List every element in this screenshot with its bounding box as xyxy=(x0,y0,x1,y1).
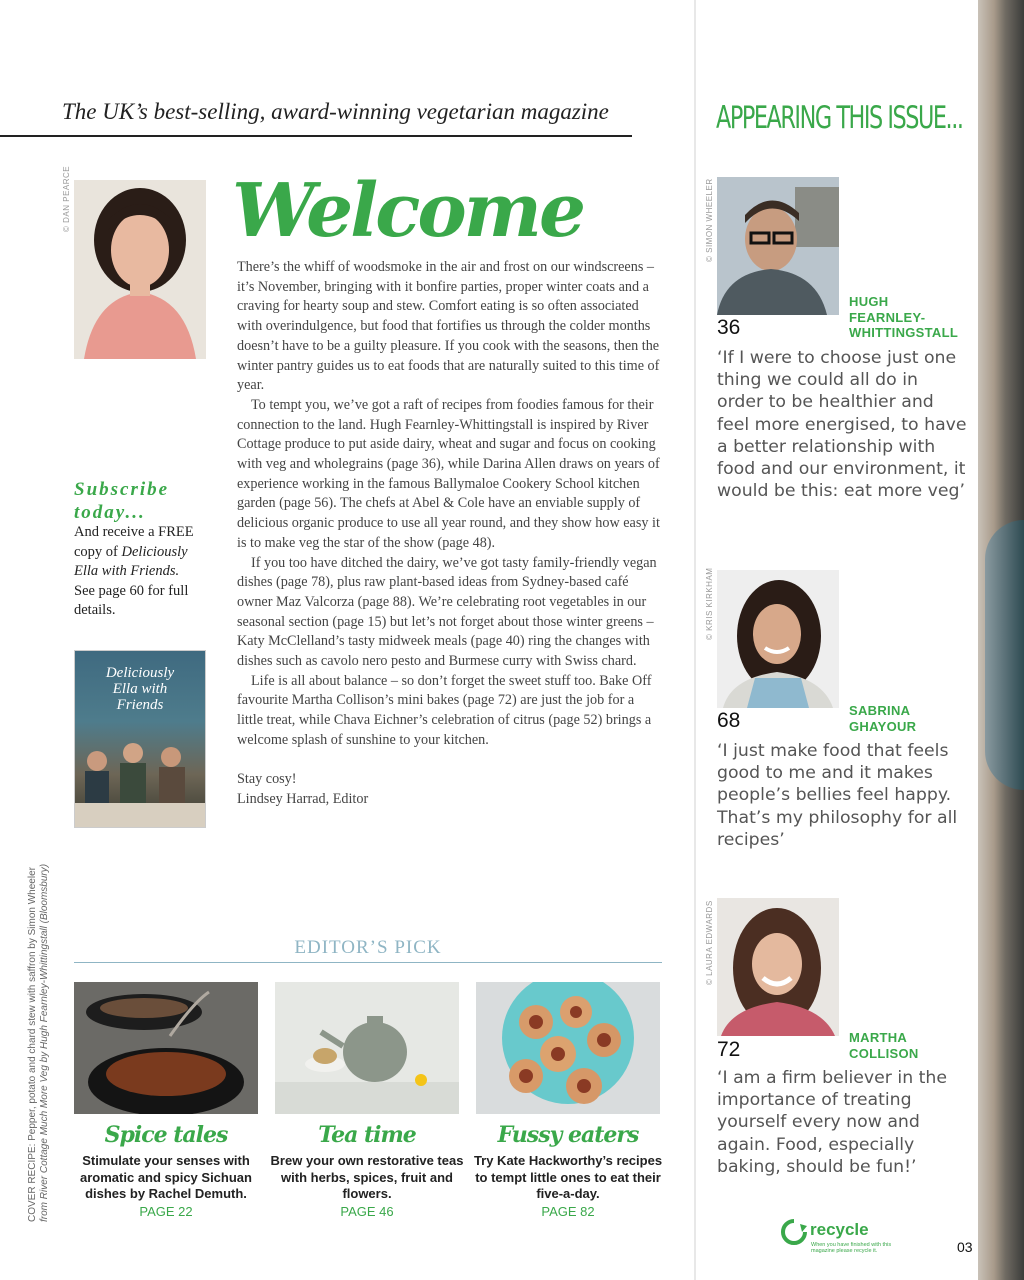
cover-recipe-credit xyxy=(27,802,51,1222)
pick-desc-tea-time: Brew your own restorative teas with herbs, spices, fruit and flowers. xyxy=(270,1153,464,1201)
spice-tales-image[interactable] xyxy=(74,982,258,1114)
pick-desc-spice-tales: Stimulate your senses with aromatic and spicy Sichuan dishes by Rachel Demuth. xyxy=(80,1153,252,1201)
cover-credit-line: from River Cottage Much More Veg by Hugh Fearnley-Whittingstall (Bloomsbury) xyxy=(39,863,50,1222)
contributor-name-line: FEARNLEY- xyxy=(849,309,926,325)
contributor-page-number[interactable]: 36 xyxy=(717,316,741,339)
fussy-eaters-image[interactable] xyxy=(476,982,660,1114)
contributor-page-number[interactable]: 72 xyxy=(717,1038,741,1061)
editorial-paragraph: Life is all about balance – so don’t forget the sweet stuff too. Bake Off favourite Martha Collison’s mini bakes (page 72) are just the job for a little treat, while Chava Eichner’s celebration of citrus (page 52) brings a welcome splash of sunshine to your kitchen. xyxy=(237,672,652,748)
contributor-name-line: MARTHA xyxy=(849,1030,908,1045)
editor-photo-credit: © DAN PEARCE xyxy=(62,165,71,232)
contributor-name-line: GHAYOUR xyxy=(849,718,917,734)
editorial-paragraph: If you too have ditched the dairy, we’ve got tasty family-friendly vegan dishes (page 78), plus raw plant-based ideas from Sydney-based café owner Maz Valcorza (page 88). We’re celebrating root vegetables in our seasonal section (page 15) but let’s not forget about those winter greens – Katy McClelland’s tasty midweek meals (page 40) ring the changes with dishes such as cavolo nero pesto and Burmese curry with Swiss chard. xyxy=(237,554,657,670)
appearing-heading: APPEARING THIS ISSUE... xyxy=(716,100,963,136)
subscribe-line: And receive a FREE copy of xyxy=(74,524,194,560)
contributor-quote-hugh: ‘If I were to choose just one thing we could all do in order to be healthier and feel more energised, to have a better relationship with food and our environment, it would be this: eat more veg’ xyxy=(717,348,967,502)
subscribe-text xyxy=(74,523,194,621)
recycle-note: When you have finished with this magazine please recycle it. xyxy=(811,1242,892,1254)
pick-title-fussy-eaters[interactable]: Fussy eaters xyxy=(497,1122,639,1148)
subscribe-book-title: Deliciously Ella with Friends. xyxy=(74,543,188,580)
editors-pick-heading: EDITOR’S PICK xyxy=(294,937,442,958)
contributor-photo-hugh[interactable] xyxy=(717,177,839,315)
tagline: The UK’s best-selling, award-winning vegetarian magazine xyxy=(62,99,609,124)
editorial-paragraph: There’s the whiff of woodsmoke in the air and frost on our windscreens – it’s November, bringing with it bonfire parties, proper winter coats and a craving for hearty soup and stew. Comfort eating is so often associated with overindulgence, but food that fortifies us through the colder months doesn’t have to be a guilty pleasure. If you cook with the seasons, then the winter pantry guides us to eat foods that are naturally suited to this time of year. xyxy=(237,259,660,394)
contributor-name-sabrina xyxy=(849,703,916,734)
pick-page-fussy-eaters[interactable]: PAGE 82 xyxy=(541,1204,595,1219)
contributor-name-line: COLLISON xyxy=(849,1045,919,1061)
pick-title-tea-time[interactable]: Tea time xyxy=(318,1122,416,1148)
tea-time-image[interactable] xyxy=(275,982,459,1114)
subscribe-heading-line: today... xyxy=(74,502,146,523)
editor-photo xyxy=(74,180,206,359)
contributor-name-line: HUGH xyxy=(849,294,889,309)
book-cover-image[interactable] xyxy=(74,650,206,828)
pick-page-tea-time[interactable]: PAGE 46 xyxy=(340,1204,394,1219)
editors-pick-rule xyxy=(74,962,662,963)
signature: Lindsey Harrad, Editor xyxy=(237,790,369,807)
recycle-word: recycle xyxy=(810,1220,869,1239)
contributor-quote-sabrina: ‘I just make food that feels good to me and it makes people’s bellies feel happy. That’s my philosophy for all recipes’ xyxy=(717,741,958,850)
recycle-logo xyxy=(780,1218,900,1258)
contributor-name-line: WHITTINGSTALL xyxy=(849,325,959,340)
contributor-photo-sabrina[interactable] xyxy=(717,570,839,708)
contributor-photo-credit: © SIMON WHEELER xyxy=(705,178,714,262)
tagline-rule xyxy=(0,135,632,137)
contributor-photo-credit: © LAURA EDWARDS xyxy=(705,900,714,985)
contributor-photo-martha[interactable] xyxy=(717,898,839,1036)
contributor-page-number[interactable]: 68 xyxy=(717,709,741,732)
pick-title-spice-tales[interactable]: Spice tales xyxy=(104,1122,228,1148)
column-divider xyxy=(694,0,696,1280)
book-title-line: Ella with xyxy=(112,681,168,697)
page-number: 03 xyxy=(957,1239,973,1255)
pick-desc-fussy-eaters: Try Kate Hackworthy’s recipes to tempt little ones to eat their five-a-day. xyxy=(473,1153,663,1201)
book-title-line: Friends xyxy=(116,697,164,713)
contributor-quote-martha: ‘I am a firm believer in the importance of treating yourself every now and again. Food, especially baking, should be fun!’ xyxy=(717,1068,947,1177)
book-title-line: Deliciously xyxy=(105,665,175,681)
contributor-photo-credit: © KRIS KIRKHAM xyxy=(705,567,714,640)
subscribe-heading-line: Subscribe xyxy=(74,479,170,500)
book-cover-title xyxy=(75,665,205,713)
edge-plate-photo xyxy=(985,520,1024,790)
editorial-paragraph: To tempt you, we’ve got a raft of recipes from foodies famous for their connection to the land. Hugh Fearnley-Whittingstall is inspired by River Cottage produce to put aside dairy, wheat and sugar and focus on cooking with veg and wholegrains (page 36), while Darina Allen draws on years of experience working in the famous Ballymaloe Cookery School kitchen garden (page 56). The chefs at Abel & Cole have an enviable supply of delicious organic produce to use all year round, and they show how easy it is to make veg the star of the show (page 48). xyxy=(237,396,660,551)
welcome-title: Welcome xyxy=(232,168,584,254)
recycle-icon xyxy=(780,1218,808,1246)
editorial-body xyxy=(237,258,662,810)
contributor-name-martha xyxy=(849,1030,919,1061)
pick-page-spice-tales[interactable]: PAGE 22 xyxy=(139,1204,193,1219)
contributor-name-hugh xyxy=(849,294,958,341)
subscribe-line: See page 60 for full details. xyxy=(74,582,189,619)
signoff: Stay cosy! xyxy=(237,771,297,788)
subscribe-heading xyxy=(74,478,214,524)
cover-credit-line: COVER RECIPE: Pepper, potato and chard stew with saffron by Simon Wheeler xyxy=(27,867,38,1222)
book-cover-people xyxy=(75,731,205,827)
contributor-name-line: SABRINA xyxy=(849,703,911,718)
